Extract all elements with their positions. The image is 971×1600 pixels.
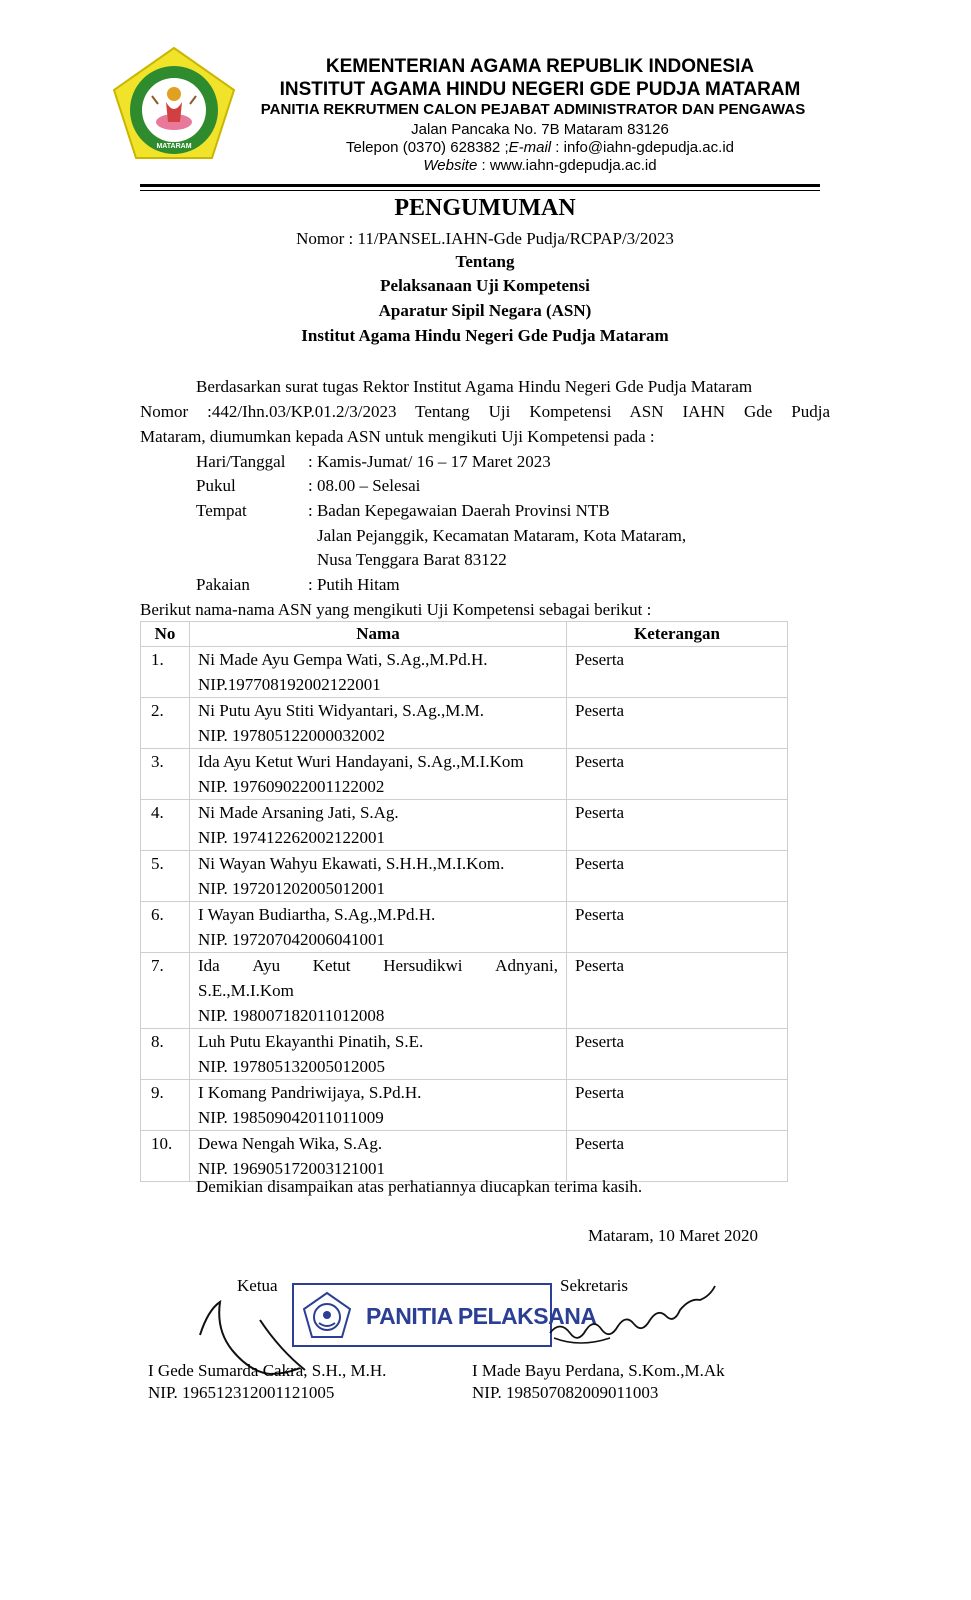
detail-dress-value: : Putih Hitam xyxy=(308,575,400,594)
chair-nip: NIP. 196512312001121005 xyxy=(148,1383,335,1402)
row-name-word: Ida xyxy=(198,956,220,975)
row-name: Ni Wayan Wahyu Ekawati, S.H.H.,M.I.Kom. xyxy=(198,854,505,873)
row-no: 3. xyxy=(141,749,190,800)
detail-place-value-2: Jalan Pejanggik, Kecamatan Mataram, Kota Mataram, xyxy=(317,526,687,545)
row-name-cell xyxy=(190,1029,567,1080)
row-name-cell xyxy=(190,851,567,902)
header-no: No xyxy=(141,622,190,647)
ministry-name: KEMENTERIAN AGAMA REPUBLIK INDONESIA xyxy=(325,56,755,77)
announcement-tentang: Tentang xyxy=(455,252,515,271)
announcement-title: PENGUMUMAN xyxy=(394,195,576,221)
announcement-subject-2: Aparatur Sipil Negara (ASN) xyxy=(378,301,592,320)
row-name: Ida Ayu Ketut Wuri Handayani, S.Ag.,M.I.Kom xyxy=(198,752,524,771)
row-name: Luh Putu Ekayanthi Pinatih, S.E. xyxy=(198,1032,424,1051)
detail-day-value: : Kamis-Jumat/ 16 – 17 Maret 2023 xyxy=(308,452,551,471)
letterhead-divider-thin xyxy=(140,190,820,191)
row-note: Peserta xyxy=(567,698,788,749)
institute-name: INSTITUT AGAMA HINDU NEGERI GDE PUDJA MATARAM xyxy=(279,79,801,100)
row-no: 4. xyxy=(141,800,190,851)
row-name-cell xyxy=(190,902,567,953)
row-note: Peserta xyxy=(567,1080,788,1131)
row-name-cell xyxy=(190,698,567,749)
row-name-cell xyxy=(190,953,567,1029)
row-no: 8. xyxy=(141,1029,190,1080)
secretary-title: Sekretaris xyxy=(560,1276,628,1295)
row-name: Ni Made Arsaning Jati, S.Ag. xyxy=(198,803,399,822)
table-row xyxy=(141,800,788,851)
phone-text: Telepon (0370) 628382 ; xyxy=(345,139,509,156)
row-no: 1. xyxy=(141,647,190,698)
detail-time-label: Pukul xyxy=(196,476,236,495)
intro-line-2: Nomor :442/Ihn.03/KP.01.2/3/2023 Tentang Uji Kompetensi ASN IAHN Gde Pudja xyxy=(140,402,830,421)
table-row xyxy=(141,953,788,1029)
row-note: Peserta xyxy=(567,1029,788,1080)
row-no: 7. xyxy=(141,953,190,1029)
row-nip: NIP. 197201202005012001 xyxy=(198,879,386,898)
row-nip: NIP. 197609022001122002 xyxy=(198,777,385,796)
row-name: I Komang Pandriwijaya, S.Pd.H. xyxy=(198,1083,422,1102)
participants-table xyxy=(140,621,788,1182)
row-note: Peserta xyxy=(567,902,788,953)
detail-dress-label: Pakaian xyxy=(196,575,250,594)
table-row xyxy=(141,1080,788,1131)
row-nip: NIP. 197805132005012005 xyxy=(198,1057,386,1076)
announcement-subject-3: Institut Agama Hindu Negeri Gde Pudja Mataram xyxy=(301,326,669,345)
row-note: Peserta xyxy=(567,749,788,800)
table-row xyxy=(141,749,788,800)
institute-emblem-icon xyxy=(108,44,240,162)
institute-website xyxy=(240,157,840,174)
intro-line-1: Berdasarkan surat tugas Rektor Institut Agama Hindu Negeri Gde Pudja Mataram xyxy=(196,377,753,396)
row-nip: NIP. 197207042006041001 xyxy=(198,930,386,949)
row-nip: NIP.197708192002122001 xyxy=(198,675,381,694)
stamp-text: PANITIA PELAKSANA xyxy=(366,1303,597,1329)
announcement-number: Nomor : 11/PANSEL.IAHN-Gde Pudja/RCPAP/3/2023 xyxy=(296,229,674,248)
row-nip: NIP. 198509042011011009 xyxy=(198,1108,384,1127)
closing-text: Demikian disampaikan atas perhatiannya diucapkan terima kasih. xyxy=(196,1177,643,1196)
announcement-subject-1: Pelaksanaan Uji Kompetensi xyxy=(380,276,590,295)
table-row xyxy=(141,1029,788,1080)
row-name xyxy=(198,953,558,978)
website-link[interactable]: : www.iahn-gdepudja.ac.id xyxy=(477,157,657,174)
detail-place-value-3: Nusa Tenggara Barat 83122 xyxy=(317,550,507,569)
row-note: Peserta xyxy=(567,953,788,1029)
institute-contact xyxy=(240,139,840,156)
row-nip: NIP. 197412262002122001 xyxy=(198,828,386,847)
row-name-word: Adnyani, xyxy=(495,956,558,975)
secretary-name: I Made Bayu Perdana, S.Kom.,M.Ak xyxy=(472,1361,725,1380)
letterhead-divider-thick xyxy=(140,184,820,187)
secretary-nip: NIP. 198507082009011003 xyxy=(472,1383,659,1402)
email-label: E-mail xyxy=(508,139,552,156)
row-name-cell xyxy=(190,1080,567,1131)
institute-address: Jalan Pancaka No. 7B Mataram 83126 xyxy=(411,121,669,138)
detail-place-label: Tempat xyxy=(196,501,247,520)
table-header-row xyxy=(141,622,788,647)
row-name: I Wayan Budiartha, S.Ag.,M.Pd.H. xyxy=(198,905,436,924)
list-intro: Berikut nama-nama ASN yang mengikuti Uji Kompetensi sebagai berikut : xyxy=(140,600,652,619)
row-name-word: Ketut xyxy=(312,956,351,975)
secretary-signature xyxy=(540,1278,720,1358)
row-no: 10. xyxy=(141,1131,190,1182)
row-note: Peserta xyxy=(567,1131,788,1182)
row-no: 5. xyxy=(141,851,190,902)
row-note: Peserta xyxy=(567,851,788,902)
detail-day-label: Hari/Tanggal xyxy=(196,452,286,471)
row-nip: NIP. 198007182011012008 xyxy=(198,1006,385,1025)
table-row xyxy=(141,851,788,902)
row-name-continued: S.E.,M.I.Kom xyxy=(198,981,294,1000)
header-note: Keterangan xyxy=(567,622,788,647)
row-name-word: Ayu xyxy=(252,956,281,975)
row-note: Peserta xyxy=(567,800,788,851)
row-name-cell xyxy=(190,800,567,851)
detail-time-value: : 08.00 – Selesai xyxy=(308,476,421,495)
chair-name: I Gede Sumarda Cakra, S.H., M.H. xyxy=(148,1361,387,1380)
row-no: 9. xyxy=(141,1080,190,1131)
committee-name: PANITIA REKRUTMEN CALON PEJABAT ADMINISTRATOR DAN PENGAWAS xyxy=(260,101,806,118)
place-date: Mataram, 10 Maret 2020 xyxy=(588,1226,758,1245)
logo-bottom-text: MATARAM xyxy=(156,143,192,150)
table-row xyxy=(141,647,788,698)
header-name: Nama xyxy=(190,622,567,647)
row-nip: NIP. 197805122000032002 xyxy=(198,726,386,745)
table-row xyxy=(141,902,788,953)
detail-place-value-1: : Badan Kepegawaian Daerah Provinsi NTB xyxy=(308,501,610,520)
row-nip: NIP. 196905172003121001 xyxy=(198,1159,386,1178)
row-name-word: Hersudikwi xyxy=(383,956,463,975)
intro-line-3: Mataram, diumumkan kepada ASN untuk mengikuti Uji Kompetensi pada : xyxy=(140,427,655,446)
website-label: Website xyxy=(423,157,478,174)
row-name: Ni Putu Ayu Stiti Widyantari, S.Ag.,M.M. xyxy=(198,701,484,720)
institute-logo xyxy=(108,44,240,162)
row-no: 2. xyxy=(141,698,190,749)
email-link[interactable]: : info@iahn-gdepudja.ac.id xyxy=(551,139,734,156)
row-name-cell xyxy=(190,749,567,800)
row-name-cell xyxy=(190,647,567,698)
row-name: Ni Made Ayu Gempa Wati, S.Ag.,M.Pd.H. xyxy=(198,650,488,669)
chair-title: Ketua xyxy=(237,1276,278,1295)
row-no: 6. xyxy=(141,902,190,953)
table-row xyxy=(141,698,788,749)
row-note: Peserta xyxy=(567,647,788,698)
row-name: Dewa Nengah Wika, S.Ag. xyxy=(198,1134,383,1153)
